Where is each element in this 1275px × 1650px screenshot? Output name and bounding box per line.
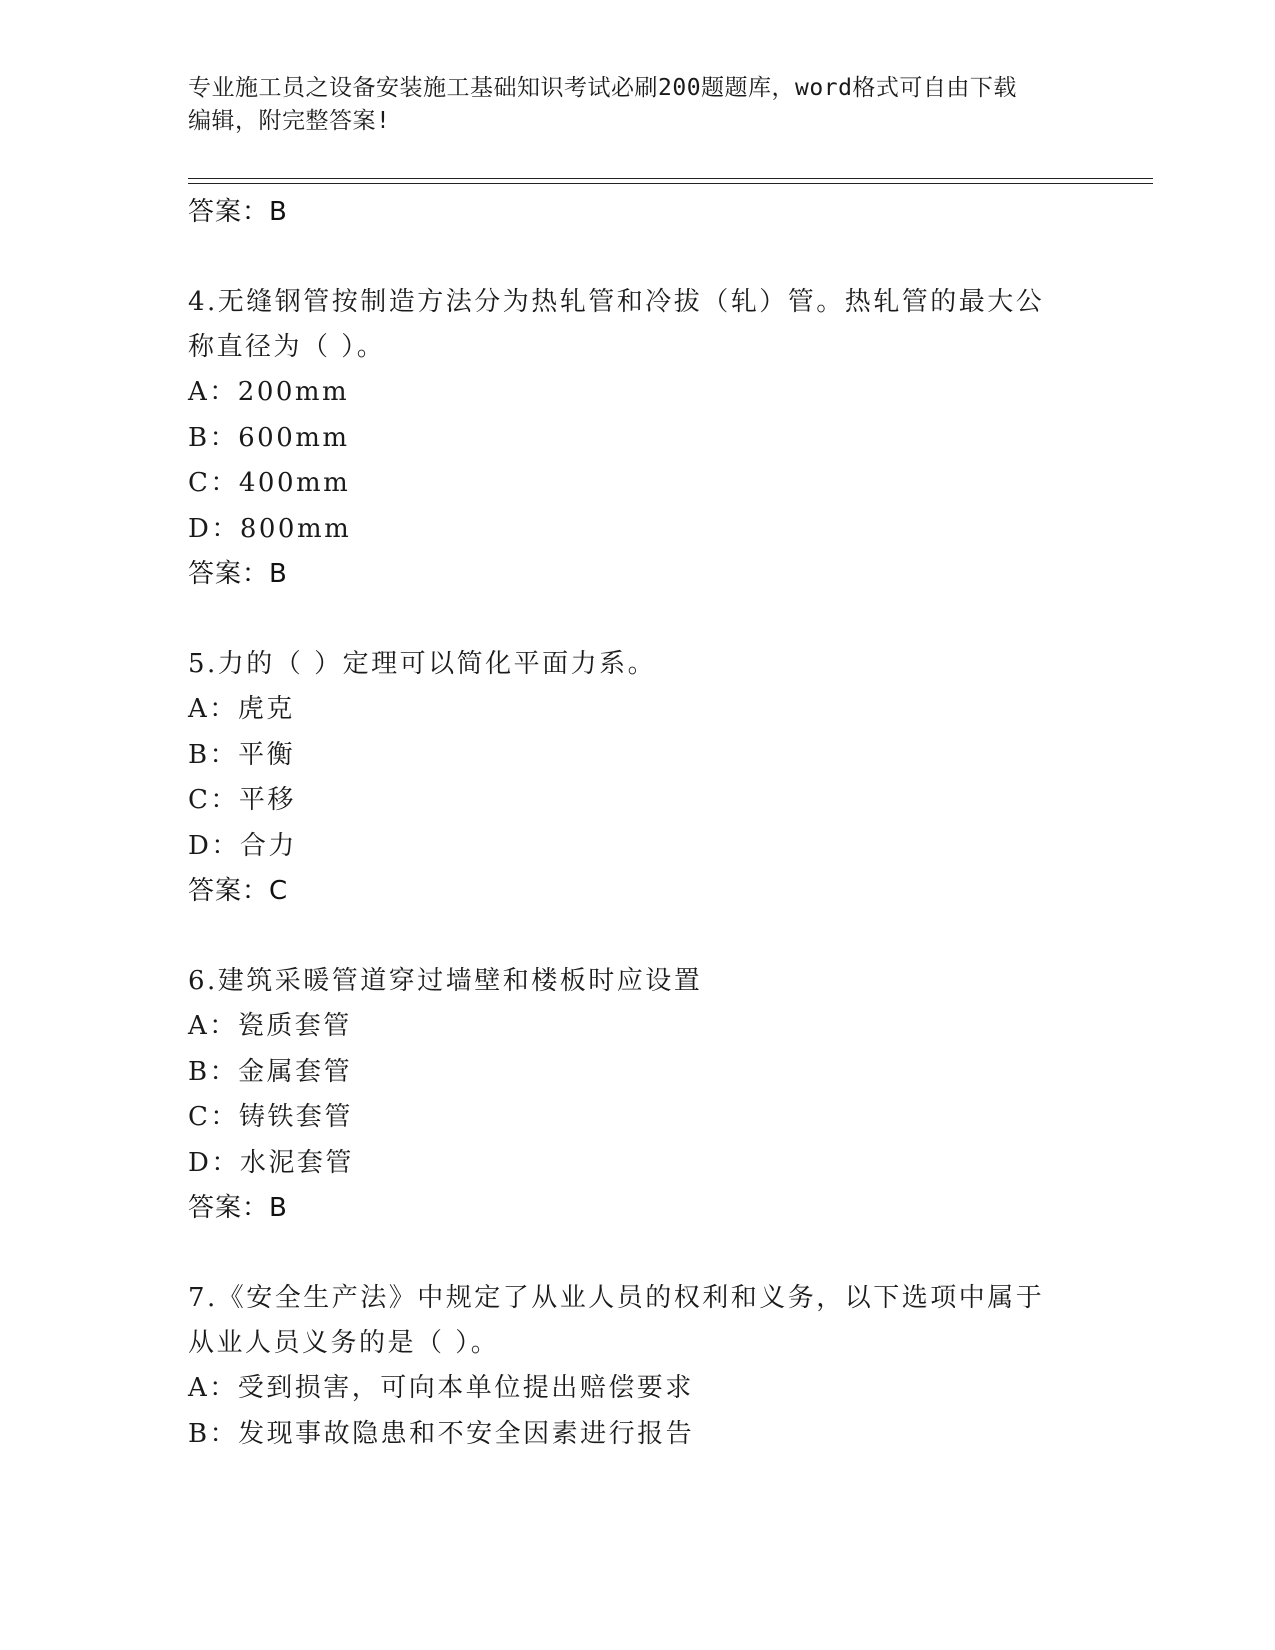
- question-stem-line-1: 5.力的（ ）定理可以简化平面力系。: [188, 649, 657, 679]
- option-a: A：虎克: [188, 694, 295, 724]
- question-stem-line-2: 从业人员义务的是（ ）。: [188, 1328, 500, 1358]
- option-d: D：800mm: [188, 513, 352, 544]
- question-list: [188, 190, 1088, 1457]
- option-c: C：铸铁套管: [188, 1102, 353, 1132]
- question-stem-line-1: 4.无缝钢管按制造方法分为热轧管和冷拔（轧）管。热轧管的最大公: [188, 287, 1045, 317]
- answer-line: 答案：B: [188, 559, 288, 589]
- option-b: B：金属套管: [188, 1056, 353, 1087]
- question-6: [188, 959, 1088, 1230]
- header-divider-top: [188, 178, 1153, 179]
- question-stem-line-2: 称直径为（ ）。: [188, 332, 386, 362]
- option-d: D：水泥套管: [188, 1147, 354, 1178]
- option-a: A：200mm: [188, 377, 350, 407]
- question-stem-line-1: 6.建筑采暖管道穿过墙壁和楼板时应设置: [188, 966, 703, 996]
- header-title-line-1: 专业施工员之设备安装施工基础知识考试必刷200题题库，word格式可自由下载: [188, 75, 1017, 101]
- question-stem-line-1: 7.《安全生产法》中规定了从业人员的权利和义务，以下选项中属于: [188, 1283, 1045, 1313]
- question-4: [188, 280, 1088, 596]
- option-a: A：受到损害，可向本单位提出赔偿要求: [188, 1373, 694, 1403]
- option-a: A：瓷质套管: [188, 1011, 352, 1041]
- option-b: B：发现事故隐患和不安全因素进行报告: [188, 1418, 695, 1449]
- answer-line: 答案：B: [188, 197, 288, 227]
- question-5: [188, 642, 1088, 913]
- header-divider-bottom: [188, 183, 1153, 184]
- answer-line: 答案：B: [188, 1193, 288, 1223]
- document-header: [188, 72, 1088, 138]
- option-b: B：600mm: [188, 422, 350, 453]
- option-d: D：合力: [188, 830, 297, 861]
- option-c: C：平移: [188, 785, 296, 815]
- answer-line: 答案：C: [188, 876, 289, 906]
- option-c: C：400mm: [188, 468, 351, 498]
- option-b: B：平衡: [188, 739, 296, 770]
- header-title-line-2: 编辑，附完整答案!: [188, 108, 391, 134]
- question-7: [188, 1276, 1088, 1457]
